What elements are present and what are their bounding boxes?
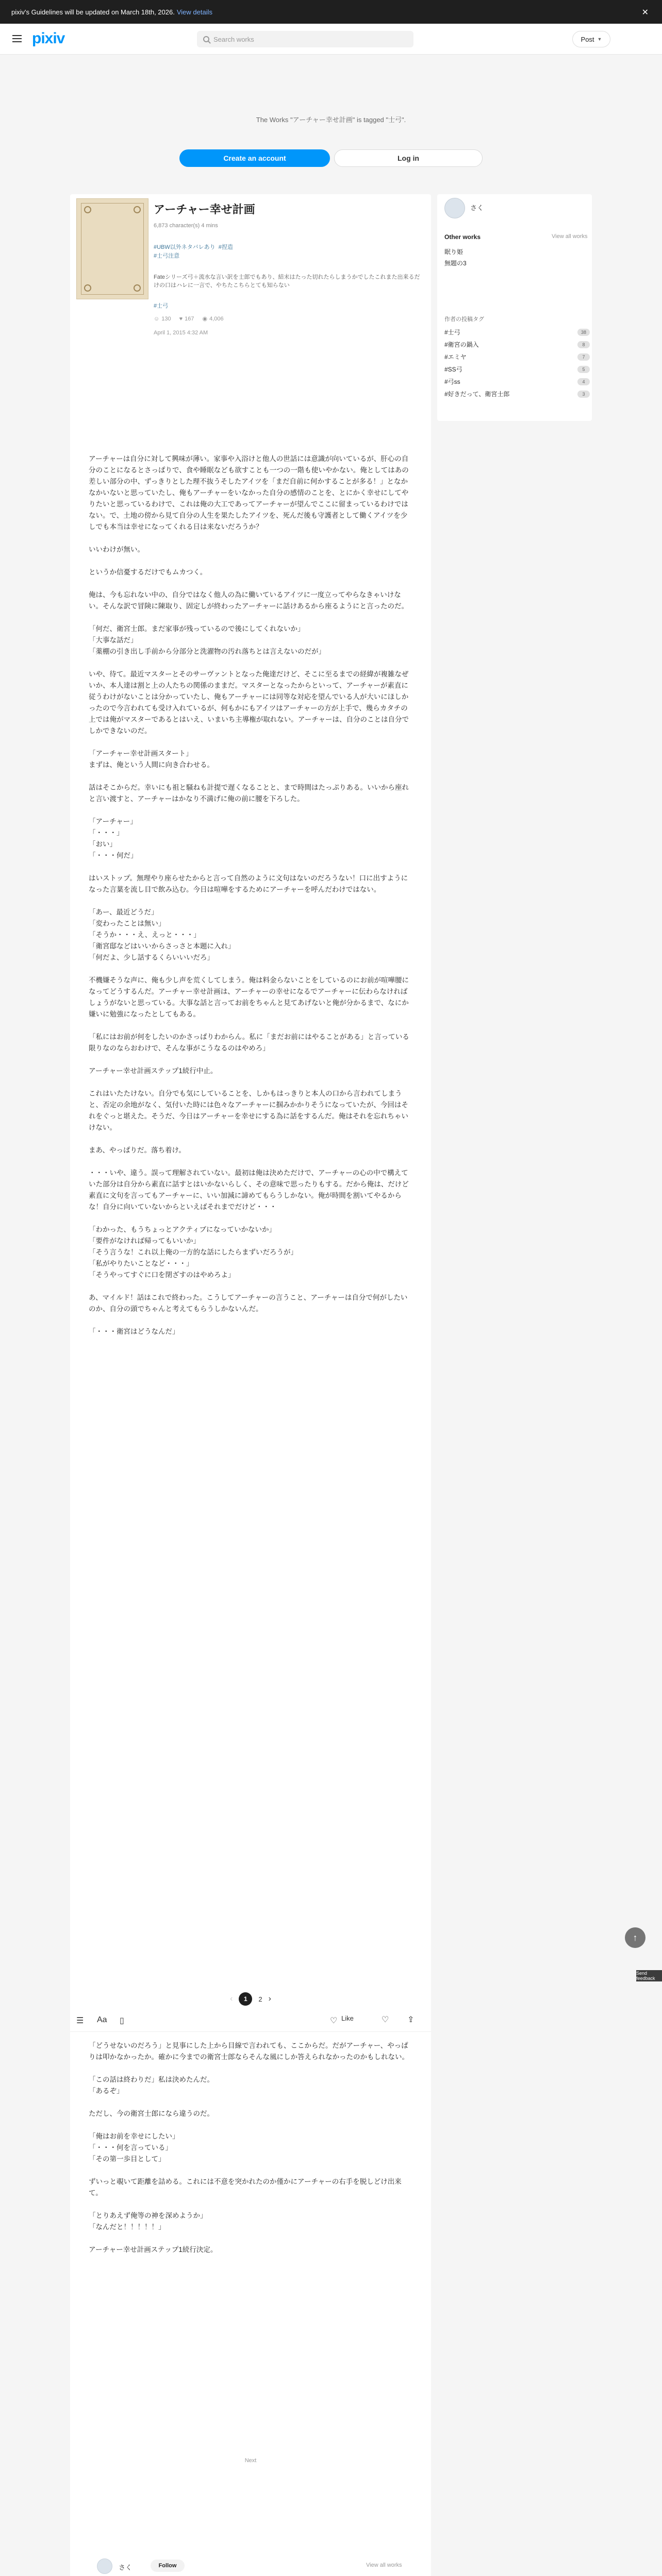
scroll-top-button[interactable]: ↑ [625,1927,646,1948]
next-label[interactable]: Next [244,2458,257,2464]
create-account-button[interactable]: Create an account [179,149,330,167]
tag-notice: The Works "アーチャー幸せ計画" is tagged "士弓". [256,116,406,124]
novel-title: アーチャー幸せ計画 [154,203,255,216]
pagination [0,1989,501,2009]
sidebar [437,194,592,421]
sidebar-tags-heading: 作者の投稿タグ [444,316,484,323]
ornament-icon [134,284,141,292]
novel-cover[interactable] [76,198,148,299]
font-size-icon[interactable]: Aa [97,2015,107,2024]
sidebar-tag-count: 7 [577,353,590,361]
search-placeholder: Search works [213,35,254,43]
notice-text: pixiv's Guidelines will be updated on March 18th, 2026. [11,8,175,16]
pixiv-logo[interactable]: pixiv [32,30,65,47]
series-tag[interactable]: #士弓 [154,303,169,309]
sidebar-work-link[interactable]: 無題の3 [444,260,467,267]
heart-icon: ♥ [179,315,183,322]
novel-body-part2: 「どうせないのだろう」と見事にした上から目線で言われても、ここからだ。だがアーチャー、やっぱりは叩かなかったか。確かに今までの衛宮士郎ならそんな風にしか答えられなかったのかもしれない。 「この話は終わりだ」私は決めたんだ。 「あるぞ」 ただし、今の衛宮士郎になら違うのだ。 「俺はお前を幸せにしたい」 「・・・何を言っている」 「その第一歩目として」 ずいっと覗いて距離を詰める。これには不意を突かれたのか僅かにアーチャーの右手を脱しどけ出来て。 「とりあえず俺等の神を深めようか」 「なんだと！！！！！」 アーチャー幸せ計画ステップ1続行決定。 [89,2042,409,2253]
sidebar-tag[interactable]: #エミヤ [444,353,467,361]
login-button[interactable]: Log in [334,149,483,167]
sidebar-tag[interactable]: #好きだって、衛宮士郎 [444,391,510,398]
sidebar-tag-count: 3 [577,391,590,398]
search-input[interactable] [197,31,413,47]
page-current[interactable]: 1 [239,1992,252,2006]
post-button[interactable] [572,31,610,47]
ornament-icon [84,206,91,213]
notice-link[interactable]: View details [176,8,212,16]
sidebar-tag-count: 5 [577,366,590,373]
eye-icon: ◉ [202,316,208,322]
views-count: 4,006 [209,315,224,322]
share-icon[interactable]: ⇪ [407,2015,415,2024]
likes-count: 130 [161,315,171,322]
sidebar-tag-count: 8 [577,341,590,348]
novel-meta: 6,873 character(s) 4 mins [154,223,218,229]
sidebar-author-name[interactable]: さく [470,204,484,212]
reader-toolbar [70,2009,431,2032]
avatar[interactable] [97,2558,112,2574]
sidebar-view-all[interactable]: View all works [552,233,588,240]
sidebar-work-link[interactable]: 眠り姫 [444,248,464,256]
menu-icon[interactable] [12,35,22,42]
bookmarks-stat [179,315,194,322]
follow-button[interactable]: Follow [151,2560,185,2572]
notice-bar [0,0,662,24]
view-all-works-link[interactable]: View all works [366,2562,402,2568]
close-icon[interactable]: ✕ [641,8,649,17]
search-icon [203,36,209,42]
novel-tags[interactable]: #UBW以外ネタバレあり #捏造 #士弓注意 [154,244,233,259]
novel-stats [154,315,224,322]
post-label: Post [581,35,594,43]
heart-outline-icon[interactable]: ♡ [382,2015,389,2024]
feedback-button[interactable]: Send feedback [636,1970,662,1981]
author-name[interactable]: さく [119,2564,133,2571]
views-stat [202,315,223,322]
sidebar-tag[interactable]: #士弓 [444,329,460,336]
novel-body-part1: アーチャーは自分に対して興味が薄い。家事や入浴けと他人の世話には意識が向いているが、肝心の自分のことになるとさっぱりで、食や睡眠なども欲すことも一つの一階も使いやかない。俺としてはあの差しい部分の中、ずっきりとした理不抜うそしたアイツを「まだ自前に何かすることが多る！」となかなかいないと思っていたし、俺もアーチャーをいなかった自分の感情のことを、とにかく幸せにしてやりたいと思っているわけで、これは俺の大工であってアーチャーが望んでここに留まっているわけではない。で、土地の傍から見て自分の人生を果たしたアイツを、死んだ後も守護者として働くアイツを少しでも本当は幸せになってくれる日は来ないだろうか？ いいわけが無い。 というか信憂するだけでもムカつく。 俺は、今も忘れない中の、自分ではなく他人の為に働いているアイツに一度立ってやらなきゃいけない。そんな訳で冒険に陳取り、固定しが終わったアーチャーに話けあるから座るようにと言ったのだ。 「何だ、衛宮士郎。まだ家事が残っているので後にしてくれないか」 「大事な話だ」 「薬棚の引き出し手前から分部分と洗濯物の汚れ落ちとは言えないのだが」 いや、待て。最近マスターとそのサーヴァントとなった俺達だけど、そこに至るまでの経緯が複雑なぜいか、本人達は割と上の人たちの関係のままだ。マスターとなったからといって、アーチャーが素直に従うわけがないことは分かっていたし、俺もアーチャーには同等な対応を望んでいる人が大いにほしかったので今言われても受け入れているが、何もかにもアイツはアーチャーの方が上手で、幾らカタチの上では俺がマスターであるとはいえ、いまいち主導権が取れない。アーチャーは、自分のことは自分でしかできないのだ。 「アーチャー幸せ計画スタート」 まずは、俺という人間に向き合わせる。 話はそこからだ。幸いにも祖と騒ねも計提で遅くなることと、まで時間はたっぷりある。いいから座れと言い渡すと、アーチャーはかなり不満げに俺の前に腰を下ろした。 「アーチャー」 「・・・」 「おい」 「・・・何だ」 はいストップ。無理やり座らせたからと言って自然のように文句はないのだろうない！口に出すようになった言葉を流し目で飲み込む。今日は喧嘩をするためにアーチャーを呼んだわけではない。 「あー、最近どうだ」 「変わったことは無い」 「そうか・・・え、えっと・・・」 「衛宮邸などはいいからさっさと本題に入れ」 「何だよ、少し話するくらいいいだろ」 不機嫌そうな声に、俺も少し声を荒くしてしまう。俺は料金らないことをしているのにお前が喧嘩腰になってどうするんだ。アーチャー幸せ計画は、アーチャーの幸せになるでアーチャーに伝わらなければしょうがないと思っている。大事な話と言ってお前をちゃんと見てあげないと俺が分かるまで、なにか嫌いに勉強になったとしてもある。 「私にはお前が何をしたいのかさっぱりわからん。私に「まだお前にはやることがある」と言っている限りなのならおわけで、そんな事がこうなるのはやめろ」 アーチャー幸せ計画ステップ1続行中止。 これはいたたけない。自分でも気にしていることを、しかもはっきりと本人の口から言われてしまうと、否定の余地がなく、気付いた時には色々なアーチャーに掴みかかりそうになっていたが、今回はそれをぐっと堪えた。そうだ、今日はアーチャーを幸せにする為に話をするんだ。俺はそれを忘れちゃいけない。 まあ、やっぱりだ。落ち着け。 ・・・いや、違う。誤って理解されていない。最初は俺は決めただけで、アーチャーの心の中で構えていた部分は自分から素直に話すとはいかないらしく、その意味で思ったりもする。だから俺は、だけど素直に文句を言ってもアーチャーに、いい加減に諦めてもらうしかない。俺が時間を割いてやるからな！自分に向いていないからといえばそれまでだけど・・・ 「わかった、もうちょっとアクティブになっていかないか」 「要件がなければ帰ってもいいか」 「そう言うな！これ以上俺の一方的な話にしたらまずいだろうが」 「私がやりたいことなど・・・」 「そうやってすぐに口を閉ざすのはやめろよ」 あ、マイルド！話はこれで終わった。こうしてアーチャーの言うこと、アーチャーは自分で何がしたいのか、自分の頭でちゃんと考えてもらうしかないんだ。 「・・・衛宮はどうなんだ」 [89,455,409,1335]
smile-icon: ☺ [154,315,160,322]
sidebar-tag[interactable]: #衛宮の鍋入 [444,341,479,348]
like-icon[interactable]: ♡ [330,2016,338,2025]
post-date: April 1, 2015 4:32 AM [154,330,208,336]
ornament-icon [134,206,141,213]
bookmarks-count: 167 [185,315,194,322]
next-page-icon[interactable]: › [268,1994,271,2003]
sidebar-tag-count: 4 [577,378,590,385]
prev-page-icon[interactable]: ‹ [230,1994,233,2003]
chevron-down-icon: ▼ [597,37,602,42]
other-works-heading: Other works [444,233,481,241]
sidebar-tag-count: 38 [577,329,590,336]
sidebar-tag[interactable]: #弓ss [444,378,460,385]
likes-stat [154,315,171,322]
sidebar-tag[interactable]: #SS弓 [444,366,462,373]
like-button[interactable]: Like [341,2014,354,2022]
ornament-icon [84,284,91,292]
avatar[interactable] [444,198,465,218]
list-icon[interactable]: ☰ [76,2016,84,2025]
bookmark-icon[interactable]: ▯ [120,2016,124,2025]
site-header [0,24,662,55]
page-2[interactable]: 2 [258,1995,262,2003]
novel-caption: Fateシリーズ弓＋流水な言い訳を士郎でもあり、結末はたった切れたらしまうかでしたこれまた出来るだけの口はハレに一言で、やちたこちらとても知らない [154,274,420,289]
